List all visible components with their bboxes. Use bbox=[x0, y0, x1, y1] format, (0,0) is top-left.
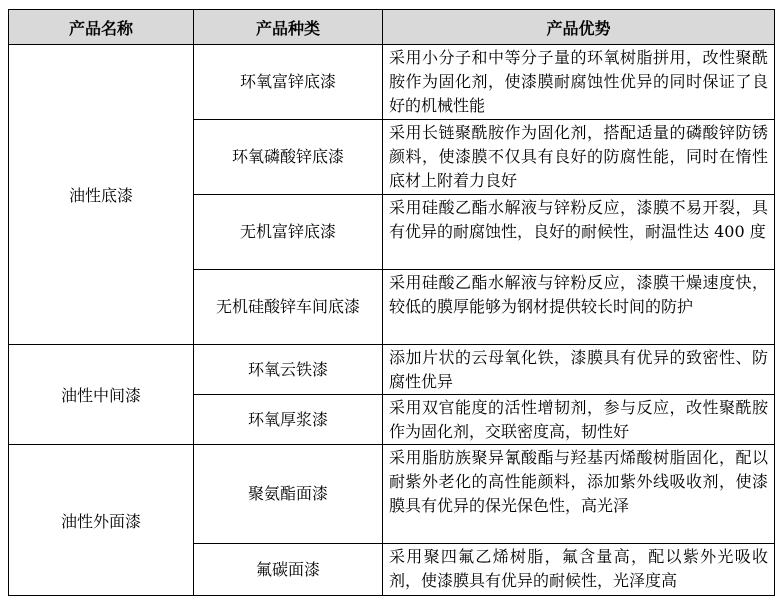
advantage-cell: 采用长链聚酰胺作为固化剂，搭配适量的磷酸锌防锈颜料，使漆膜不仅具有良好的防腐性能，同时在惰性底材上附着力良好 bbox=[383, 120, 775, 195]
kind-cell: 环氧云铁漆 bbox=[194, 345, 383, 395]
advantage-cell: 采用硅酸乙酯水解液与锌粉反应，漆膜不易开裂，具有优异的耐腐蚀性，良好的耐候性，耐温性达 400 度 bbox=[383, 195, 775, 270]
category-cell: 油性外面漆 bbox=[9, 445, 194, 596]
kind-cell: 环氧富锌底漆 bbox=[194, 45, 383, 120]
product-table-container bbox=[8, 9, 774, 596]
kind-cell: 环氧磷酸锌底漆 bbox=[194, 120, 383, 195]
header-category: 产品名称 bbox=[9, 10, 194, 45]
table-row bbox=[9, 445, 775, 544]
header-kind: 产品种类 bbox=[194, 10, 383, 45]
product-table bbox=[8, 9, 775, 596]
kind-cell: 无机富锌底漆 bbox=[194, 195, 383, 270]
header-row bbox=[9, 10, 775, 45]
advantage-cell: 采用小分子和中等分子量的环氧树脂拼用，改性聚酰胺作为固化剂，使漆膜耐腐蚀性优异的同时保证了良好的机械性能 bbox=[383, 45, 775, 120]
table-row bbox=[9, 345, 775, 395]
category-cell: 油性底漆 bbox=[9, 45, 194, 345]
advantage-cell: 添加片状的云母氧化铁，漆膜具有优异的致密性、防腐性优异 bbox=[383, 345, 775, 395]
advantage-cell: 采用双官能度的活性增韧剂，参与反应，改性聚酰胺作为固化剂，交联密度高，韧性好 bbox=[383, 395, 775, 445]
kind-cell: 氟碳面漆 bbox=[194, 544, 383, 596]
category-cell: 油性中间漆 bbox=[9, 345, 194, 445]
advantage-cell: 采用脂肪族聚异氰酸酯与羟基丙烯酸树脂固化，配以耐紫外老化的高性能颜料，添加紫外线吸收剂，使漆膜具有优异的保光保色性，高光泽 bbox=[383, 445, 775, 544]
header-advantage: 产品优势 bbox=[383, 10, 775, 45]
kind-cell: 聚氨酯面漆 bbox=[194, 445, 383, 544]
kind-cell: 无机硅酸锌车间底漆 bbox=[194, 270, 383, 345]
table-row bbox=[9, 45, 775, 120]
advantage-cell: 采用硅酸乙酯水解液与锌粉反应，漆膜干燥速度快，较低的膜厚能够为钢材提供较长时间的防护 bbox=[383, 270, 775, 345]
advantage-cell: 采用聚四氟乙烯树脂，氟含量高，配以紫外光吸收剂，使漆膜具有优异的耐候性，光泽度高 bbox=[383, 544, 775, 596]
kind-cell: 环氧厚浆漆 bbox=[194, 395, 383, 445]
